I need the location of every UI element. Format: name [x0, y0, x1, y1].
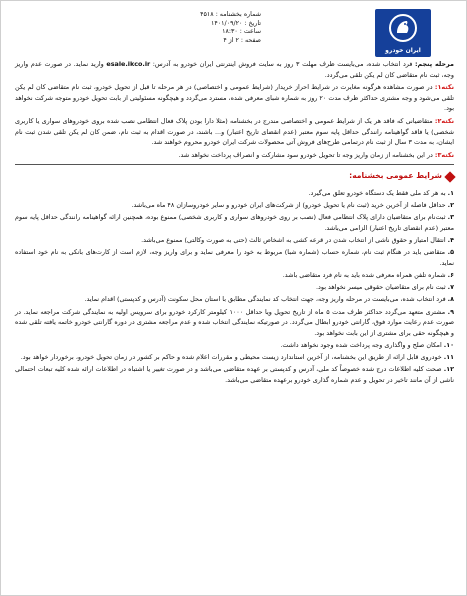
document-body: [15, 59, 454, 387]
list-item: ۱۰. امکان صلح و واگذاری وجه پرداخت شده وجود نخواهد داشت.: [280, 341, 454, 349]
company-logo: [375, 9, 431, 57]
note-2-text: متقاضیانی که فاقد هر یک از شرایط عمومی و اختصاصی مندرج در بخشنامه (مثلا دارا بودن پلاک فعال انتظامی نصب شده بروی خودروهای سواری یا کاربری شخصی) یا فاقد گواهینامه رانندگی حداقل پایه سوم معتبر (عدم انقضای تاریخ اعتبار) و... باشند، در صورت اقدام به ثبت نام، ضمن کان لم یکن تلقی شدن ثبت نام ایشان، به مدت ۳ سال از ثبت نام درتمامی طرح‌های فروش آتی محصولات شرکت ایران خودرو محروم خواهند شد.: [15, 116, 454, 147]
note-1: [15, 82, 454, 114]
sales-website-link[interactable]: esale.ikco.ir: [106, 60, 151, 68]
intro-paragraph: [15, 59, 454, 80]
list-item: ۴. انتقال امتیاز و حقوق ناشی از انتخاب شدن در قرعه کشی به اشخاص ثالث (حتی به صورت وکالتی) ممنوع می‌باشد.: [141, 236, 454, 245]
note-2: [15, 116, 454, 148]
intro-text-1: فرد انتخاب شده، می‌بایست ظرف مهلت ۳ روز به سایت فروش اینترنتی ایران خودرو به آدرس:: [152, 60, 415, 68]
note-3-label: نکته۳:: [434, 150, 454, 159]
diamond-bullet-icon: [444, 171, 455, 182]
list-item: ۱۱. خودروی قابل ارائه از طریق این بخشنامه، از آخرین استاندارد زیست محیطی و مقررات اعلام شده و حاکم بر کشور در زمان تحویل خودرو، برخوردار خواهد بود.: [20, 353, 454, 362]
page-number: صفحه : ۲ از ۴: [223, 36, 261, 44]
circular-date: تاریخ : ۱۴۰۱/۰۹/۲۰: [211, 19, 261, 27]
general-conditions-list: [15, 188, 454, 386]
horse-emblem-icon: [388, 13, 418, 43]
note-2-label: نکته۲:: [434, 116, 454, 125]
logo-text: ایران خودرو: [385, 47, 421, 54]
list-item: ۹. مشتری متعهد می‌گردد حداکثر ظرف مدت ۵ ماه از تاریخ تحویل ویا حداقل ۱۰۰۰ کیلومتر کارکرد خودرو برای سرویس اولیه به نمایندگی شرکت مراجعه نماید. در صورت عدم رعایت موارد فوق، گارانتی خودرو ابطال می‌گردد. در صورتیکه نمایندگی انتخاب شده و عدم مراجعه مشتری در دوره گارانتی خودرو خاتمه یافته تلقی شده و هیچگونه حقی برای مشتری از این بابت نخواهد بود.: [15, 307, 454, 337]
circular-time: ساعت : ۱۸:۳۰: [222, 28, 261, 36]
list-item: ۱. به هر کد ملی فقط یک دستگاه خودرو تعلق می‌گیرد.: [308, 188, 454, 197]
list-item: ۷. ثبت نام برای متقاضیان حقوقی میسر نخواهد بود.: [316, 283, 454, 292]
circular-number: شماره بخشنامه : ۴۵۱۸: [200, 11, 261, 18]
circular-meta: [141, 11, 261, 45]
note-1-label: نکته۱:: [434, 83, 454, 92]
intro-label: مرحله پنجم:: [414, 60, 454, 68]
note-1-text: در صورت مشاهده هرگونه مغایرت در شرایط احراز خریدار (شرایط عمومی و اختصاصی) در هر مرحله تا قبل از تحویل خودرو، ثبت نام متقاضی کان لم یکن تلقی می‌شود و وجه مشتری حداکثر ظرف مدت ۲۰ روز به شماره شبای معرفی شده، مسترد می‌گردد و هیچگونه مسئولیتی از بابت تحویل خودرو متوجه شرکت نخواهد بود.: [15, 83, 454, 113]
note-3: [15, 150, 454, 161]
intro-text-2: وارید نماید. در صورت عدم واریز وجه، ثبت نام متقاضی کان لم یکن تلقی می‌گردد.: [15, 60, 454, 79]
list-item: ۸. فرد انتخاب شده، می‌بایست در مرحله واریز وجه، جهت انتخاب کد نمایندگی مطابق با استان محل سکونت (آدرس و کدپستی) اقدام نماید.: [84, 295, 454, 304]
list-item: ۵. متقاضی باید در هنگام ثبت نام، شماره حساب (شماره شبا) مربوط به خود را معرفی نماید و برای واریز وجه، لازم است از کارت‌های بانکی به نام خود استفاده نماید.: [15, 248, 454, 267]
general-conditions-heading: [15, 171, 454, 182]
list-item: ۲. حداقل فاصله از آخرین خرید (ثبت نام یا تحویل خودرو) از شرکت‌های ایران خودرو و سایر خودروسازان ۴۸ ماه می‌باشد.: [131, 201, 454, 210]
section-title-text: شرایط عمومی بخشنامه:: [349, 171, 442, 181]
note-3-text: در این بخشنامه از زمان واریز وجه تا تحویل خودرو سود مشارکت و انصراف پرداخت نخواهد شد.: [178, 150, 435, 159]
section-divider: [15, 164, 454, 165]
list-item: ۶. شماره تلفن همراه معرفی شده باید به نام فرد متقاضی باشد.: [282, 271, 454, 280]
list-item: ۳. ثبت‌نام برای متقاضیان دارای پلاک انتظامی فعال (نصب بر روی خودروهای سواری و کاربری شخصی) ممنوع بوده، همچنین ارائه گواهینامه رانندگی حداقل پایه سوم معتبر (عدم انقضای تاریخ اعتبار) الزامی می‌باشد.: [15, 213, 454, 232]
list-item: ۱۲. صحت کلیه اطلاعات درج شده خصوصاً کد ملی، آدرس و کدپستی بر عهده متقاضی می‌باشد و در صورت تغییر یا اشتباه در اطلاعات ارائه شده کلیه تبعات احتمالی ناشی از آن مانند تاخیر در تحویل و عدم شماره گذاری خودرو برعهده متقاضی می‌باشد.: [15, 365, 454, 384]
document-header: [1, 5, 467, 57]
